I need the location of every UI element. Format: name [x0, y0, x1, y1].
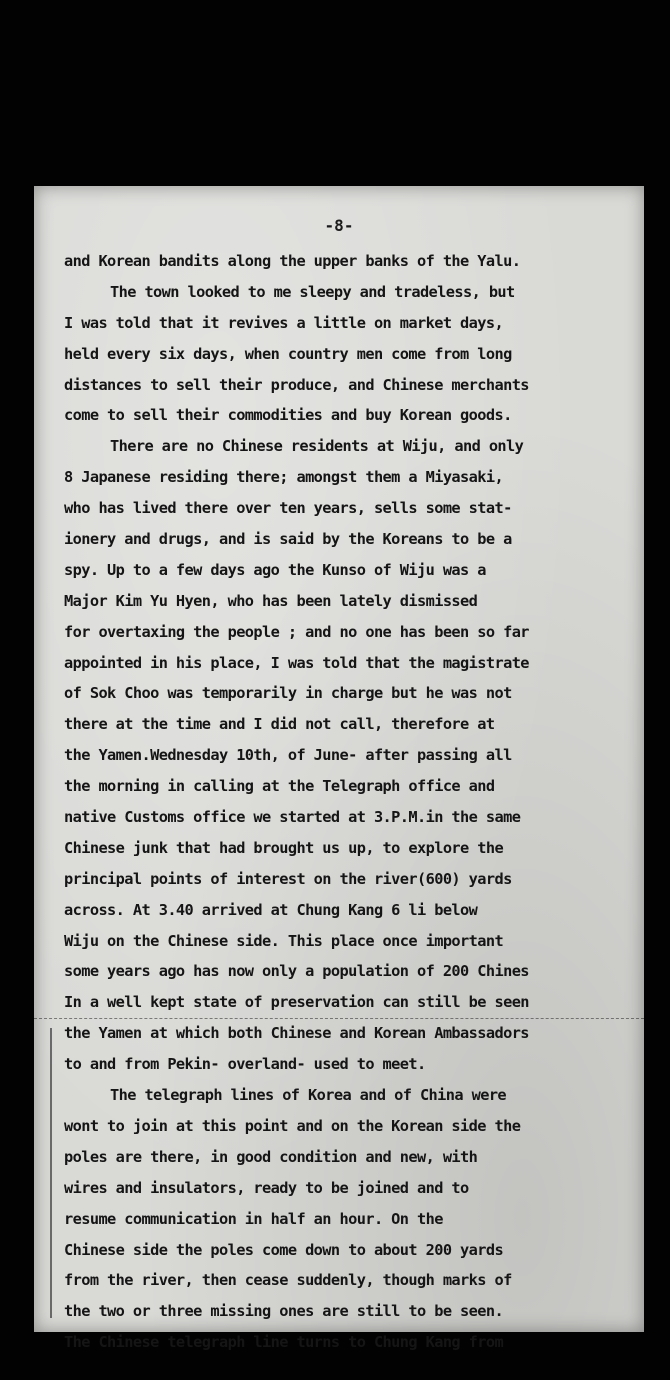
text-line: poles are there, in good condition and new, with: [64, 1147, 478, 1166]
text-line: wont to join at this point and on the Korean side the: [64, 1116, 521, 1135]
text-line: wires and insulators, ready to be joined and to: [64, 1178, 469, 1197]
text-line: from the river, then cease suddenly, though marks of: [64, 1271, 512, 1290]
text-line: for overtaxing the people ; and no one has been so far: [64, 622, 529, 641]
text-line: who has lived there over ten years, sells some stat-: [64, 499, 512, 518]
text-line: Wiju on the Chinese side. This place once important: [64, 931, 504, 950]
text-line: native Customs office we started at 3.P.M.in the same: [64, 808, 521, 827]
text-line: Chinese side the poles come down to about 200 yards: [64, 1240, 504, 1259]
text-line: Major Kim Yu Hyen, who has been lately dismissed: [64, 591, 478, 610]
text-line: The Chinese telegraph line turns to Chung Kang from: [64, 1333, 504, 1352]
text-line: the Yamen.Wednesday 10th, of June- after passing all: [64, 746, 512, 765]
text-line: I was told that it revives a little on market days,: [64, 313, 504, 332]
text-line: to and from Pekin- overland- used to meet.: [64, 1055, 426, 1074]
text-line: spy. Up to a few days ago the Kunso of Wiju was a: [64, 560, 486, 579]
text-line: distances to sell their produce, and Chinese merchants: [64, 375, 529, 394]
text-line: some years ago has now only a population of 200 Chines: [64, 962, 529, 981]
text-line: of Sok Choo was temporarily in charge but he was not: [64, 684, 512, 703]
text-line: There are no Chinese residents at Wiju, and only: [110, 437, 524, 456]
text-line: the two or three missing ones are still to be seen.: [64, 1302, 504, 1321]
text-line: In a well kept state of preservation can still be seen: [64, 993, 529, 1012]
text-line: come to sell their commodities and buy Korean goods.: [64, 406, 512, 425]
margin-rule: [50, 1028, 52, 1318]
text-line: the Yamen at which both Chinese and Korean Ambassadors: [64, 1024, 529, 1043]
text-line: The town looked to me sleepy and tradeless, but: [110, 282, 515, 301]
text-line: appointed in his place, I was told that the magistrate: [64, 653, 529, 672]
text-line: The telegraph lines of Korea and of China were: [110, 1086, 507, 1105]
text-line: 8 Japanese residing there; amongst them a Miyasaki,: [64, 468, 504, 487]
text-line: principal points of interest on the river(600) yards: [64, 869, 512, 888]
text-line: the morning in calling at the Telegraph office and: [64, 777, 495, 796]
text-line: Chinese junk that had brought us up, to explore the: [64, 838, 504, 857]
page-number: -8-: [324, 216, 354, 235]
text-line: ionery and drugs, and is said by the Koreans to be a: [64, 530, 512, 549]
text-line: and Korean bandits along the upper banks of the Yalu.: [64, 252, 521, 270]
typed-body-text: [64, 246, 624, 1358]
text-line: there at the time and I did not call, therefore at: [64, 715, 495, 734]
text-line: held every six days, when country men come from long: [64, 344, 512, 363]
text-line: resume communication in half an hour. On the: [64, 1209, 443, 1228]
document-page: [34, 186, 644, 1352]
text-line: across. At 3.40 arrived at Chung Kang 6 li below: [64, 900, 478, 919]
